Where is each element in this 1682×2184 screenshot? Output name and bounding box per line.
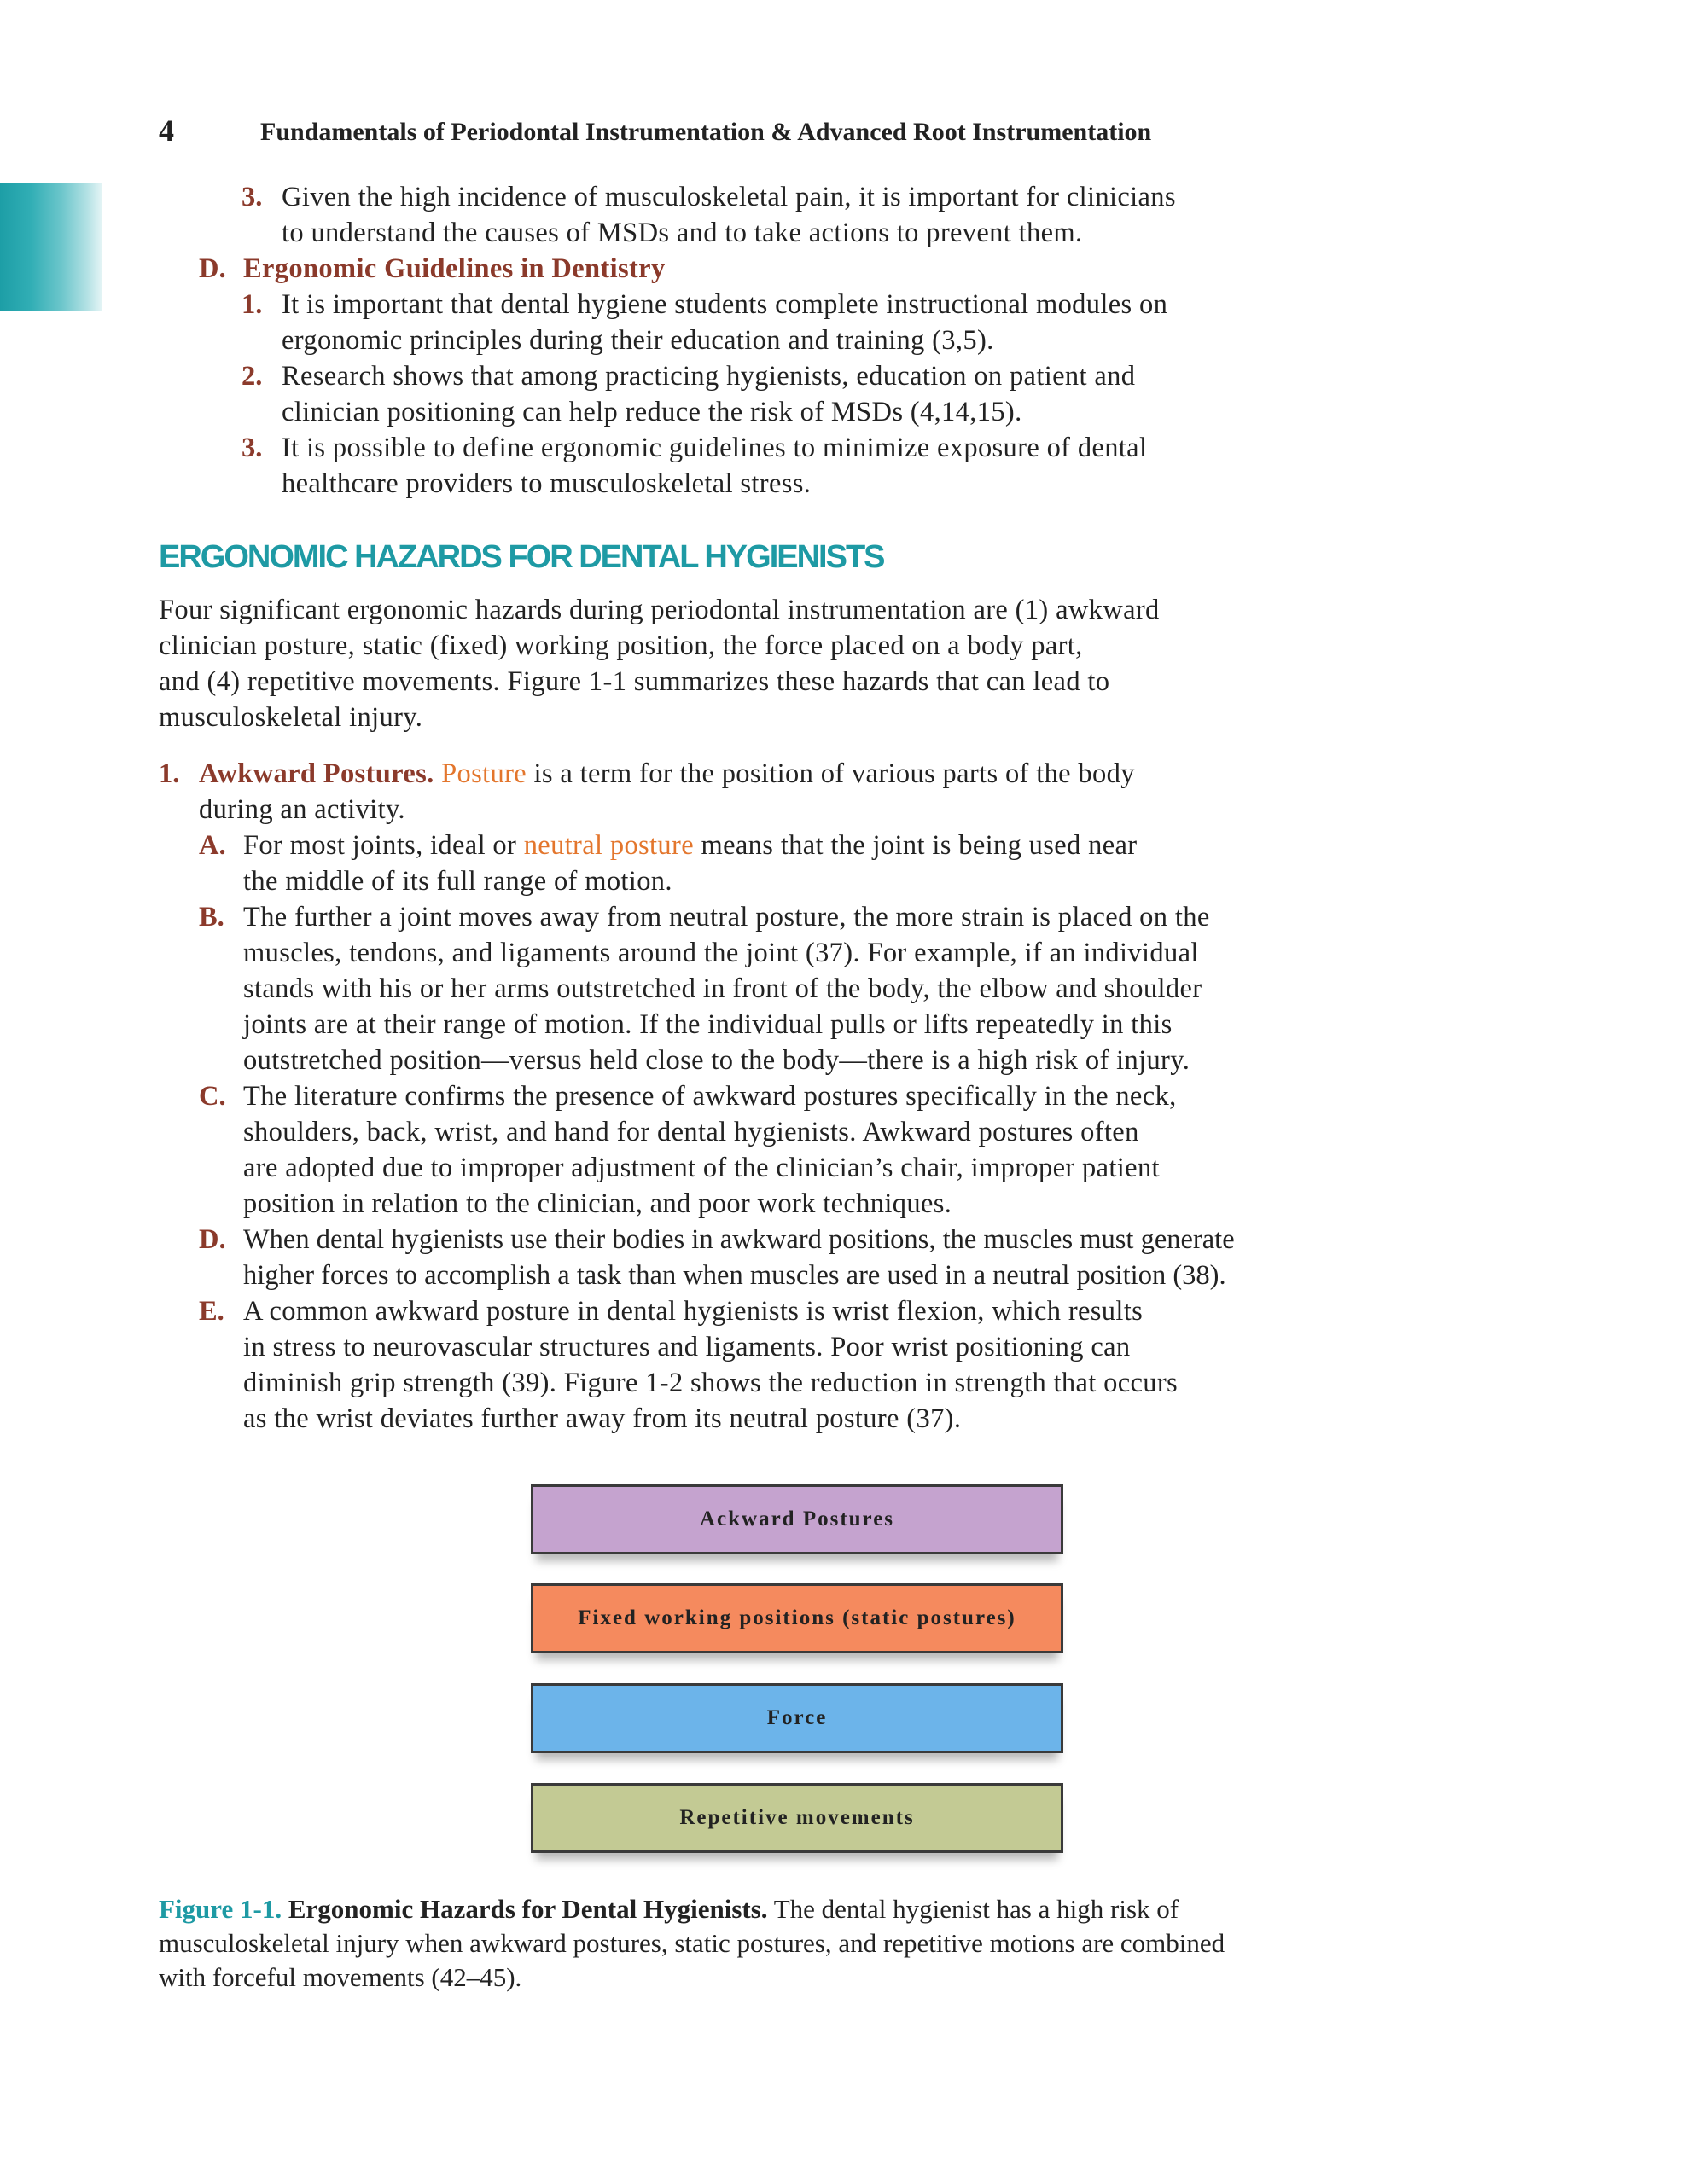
awkward-postures-title: Awkward Postures. xyxy=(199,758,434,789)
figure-label: Figure 1-1. xyxy=(159,1894,282,1924)
list-item-line: healthcare providers to musculoskeletal stress. xyxy=(282,468,812,499)
paragraph-line: in stress to neurovascular structures and ligaments. Poor wrist positioning can xyxy=(243,1332,1131,1362)
list-item-line: clinician positioning can help reduce the risk of MSDs (4,14,15). xyxy=(282,397,1022,427)
list-marker: D. xyxy=(199,1224,226,1255)
figure-caption-line1 xyxy=(159,1892,1179,1926)
list-marker: E. xyxy=(199,1296,224,1327)
paragraph-line: shoulders, back, wrist, and hand for dental hygienists. Awkward postures often xyxy=(243,1117,1139,1147)
hazard-box-static-postures: Fixed working positions (static postures) xyxy=(531,1583,1063,1653)
paragraph-line: joints are at their range of motion. If the individual pulls or lifts repeatedly in this xyxy=(243,1009,1173,1040)
list-marker: 3. xyxy=(242,433,263,463)
figure-caption-line3: with forceful movements (42–45). xyxy=(159,1962,522,1992)
list-marker: 1. xyxy=(159,758,180,789)
paragraph-line: higher forces to accomplish a task than when muscles are used in a neutral position (38). xyxy=(243,1260,1226,1291)
paragraph-line: muscles, tendons, and ligaments around the joint (37). For example, if an individual xyxy=(243,938,1199,968)
list-marker: 1. xyxy=(242,289,263,320)
paragraph-line: musculoskeletal injury. xyxy=(159,702,423,733)
list-marker: C. xyxy=(199,1081,226,1112)
paragraph-line: The literature confirms the presence of awkward postures specifically in the neck, xyxy=(243,1081,1177,1112)
paragraph-line: are adopted due to improper adjustment of the clinician’s chair, improper patient xyxy=(243,1153,1160,1183)
list-item-line: It is possible to define ergonomic guidelines to minimize exposure of dental xyxy=(282,433,1148,463)
glossary-term: Posture xyxy=(441,758,527,789)
paragraph-line: during an activity. xyxy=(199,794,405,825)
glossary-term: neutral posture xyxy=(523,830,694,861)
figure-title: Ergonomic Hazards for Dental Hygienists. xyxy=(288,1894,768,1924)
paragraph-line: the middle of its full range of motion. xyxy=(243,866,672,897)
body-text: is a term for the position of various parts of the body xyxy=(527,758,1135,789)
list-marker: 3. xyxy=(242,182,263,212)
paragraph-line: clinician posture, static (fixed) working position, the force placed on a body part, xyxy=(159,630,1083,661)
body-text: means that the joint is being used near xyxy=(693,830,1138,861)
list-item-line: Research shows that among practicing hygienists, education on patient and xyxy=(282,361,1136,392)
section-heading: ERGONOMIC HAZARDS FOR DENTAL HYGIENISTS xyxy=(159,539,884,575)
hazard-box-repetitive-movements: Repetitive movements xyxy=(531,1783,1063,1853)
hazard-box-awkward-postures: Ackward Postures xyxy=(531,1484,1063,1554)
figure-caption-line2: musculoskeletal injury when awkward postures, static postures, and repetitive motions are combined xyxy=(159,1928,1225,1958)
paragraph-line: as the wrist deviates further away from its neutral posture (37). xyxy=(243,1403,962,1434)
paragraph-line: When dental hygienists use their bodies in awkward positions, the muscles must generate xyxy=(243,1224,1235,1255)
chapter-tab-marker xyxy=(0,183,102,311)
paragraph-line: A common awkward posture in dental hygienists is wrist flexion, which results xyxy=(243,1296,1144,1327)
paragraph-line: diminish grip strength (39). Figure 1-2 shows the reduction in strength that occurs xyxy=(243,1368,1179,1398)
list-item-line: Given the high incidence of musculoskeletal pain, it is important for clinicians xyxy=(282,182,1176,212)
paragraph-line: position in relation to the clinician, and poor work techniques. xyxy=(243,1188,952,1219)
body-text: For most joints, ideal or xyxy=(243,830,524,861)
paragraph-line: outstretched position—versus held close to the body—there is a high risk of injury. xyxy=(243,1045,1190,1076)
section-marker: D. xyxy=(199,253,226,284)
paragraph-line: and (4) repetitive movements. Figure 1-1 summarizes these hazards that can lead to xyxy=(159,666,1110,697)
running-title: Fundamentals of Periodontal Instrumentation & Advanced Root Instrumentation xyxy=(260,118,1152,146)
hazard-box-force: Force xyxy=(531,1683,1063,1753)
list-item-line: to understand the causes of MSDs and to take actions to prevent them. xyxy=(282,218,1083,248)
subsection-title: Ergonomic Guidelines in Dentistry xyxy=(243,253,666,284)
awkward-postures-line1 xyxy=(199,756,1135,792)
paragraph-line: stands with his or her arms outstretched in front of the body, the elbow and shoulder xyxy=(243,973,1202,1004)
list-marker: B. xyxy=(199,902,224,932)
list-item-line: It is important that dental hygiene students complete instructional modules on xyxy=(282,289,1168,320)
page-number: 4 xyxy=(159,113,174,148)
list-marker: A. xyxy=(199,830,226,861)
paragraph-line: Four significant ergonomic hazards during periodontal instrumentation are (1) awkward xyxy=(159,595,1160,625)
caption-text: The dental hygienist has a high risk of xyxy=(767,1894,1179,1924)
sub-item-a-line1 xyxy=(243,828,1137,863)
list-item-line: ergonomic principles during their education and training (3,5). xyxy=(282,325,994,356)
paragraph-line: The further a joint moves away from neutral posture, the more strain is placed on the xyxy=(243,902,1210,932)
list-marker: 2. xyxy=(242,361,263,392)
